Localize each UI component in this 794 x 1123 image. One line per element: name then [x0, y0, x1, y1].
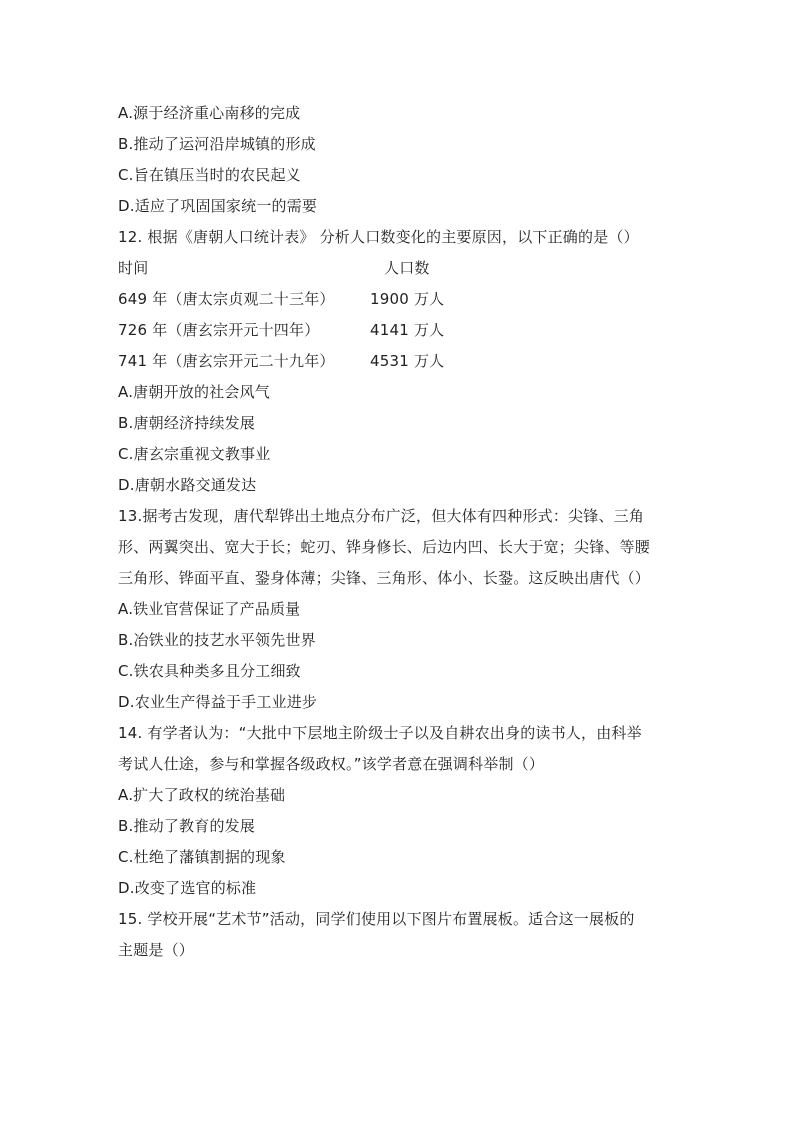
q13-stem-line: 13.据考古发现，唐代犁铧出土地点分布广泛，但大体有四种形式：尖锋、三角	[118, 507, 645, 525]
table-row	[118, 284, 678, 315]
q13-stem-line: 形、两翼突出、宽大于长；蛇刃、铧身修长、后边内凹、长大于宽；尖锋、等腰	[118, 538, 651, 556]
row-time: 741 年（唐玄宗开元二十九年）	[118, 352, 335, 370]
q13-option-d: D.农业生产得益于手工业进步	[118, 693, 318, 711]
row-time: 649 年（唐太宗贞观二十三年）	[118, 290, 335, 308]
question-13	[118, 501, 678, 718]
q12-option-c: C.唐玄宗重视文教事业	[118, 445, 271, 463]
header-time: 时间	[118, 259, 149, 277]
row-population: 4141 万人	[370, 321, 445, 339]
question-14	[118, 718, 678, 904]
q11-option-b: B.推动了运河沿岸城镇的形成	[118, 135, 316, 153]
question-12	[118, 222, 678, 501]
q12-option-b: B.唐朝经济持续发展	[118, 414, 256, 432]
q15-stem-line: 15. 学校开展“艺术节”活动，同学们使用以下图片布置展板。适合这一展板的	[118, 910, 635, 928]
q14-stem-line: 14. 有学者认为：“大批中下层地主阶级士子以及自耕农出身的读书人，由科举	[118, 724, 642, 742]
population-table-header	[118, 253, 678, 284]
q13-option-a: A.铁业官营保证了产品质量	[118, 600, 301, 618]
q11-option-c: C.旨在镇压当时的农民起义	[118, 166, 301, 184]
header-population: 人口数	[384, 259, 430, 277]
question-11-options	[118, 98, 678, 222]
table-row	[118, 346, 678, 377]
q14-option-b: B.推动了教育的发展	[118, 817, 256, 835]
exam-page	[118, 98, 678, 966]
q12-stem: 12. 根据《唐朝人口统计表》 分析人口数变化的主要原因，以下正确的是（）	[118, 228, 639, 246]
row-population: 4531 万人	[370, 352, 445, 370]
q13-option-b: B.冶铁业的技艺水平领先世界	[118, 631, 316, 649]
q11-option-d: D.适应了巩固国家统一的需要	[118, 197, 318, 215]
q11-option-a: A.源于经济重心南移的完成	[118, 104, 301, 122]
q13-option-c: C.铁农具种类多且分工细致	[118, 662, 301, 680]
q15-stem-line: 主题是（）	[118, 941, 195, 959]
q12-option-a: A.唐朝开放的社会风气	[118, 383, 270, 401]
q14-stem-line: 考试人仕途，参与和掌握各级政权。”该学者意在强调科举制（）	[118, 755, 545, 773]
q12-option-d: D.唐朝水路交通发达	[118, 476, 257, 494]
q13-stem-line: 三角形、铧面平直、銎身体薄；尖锋、三角形、体小、长銎。这反映出唐代（）	[118, 569, 651, 587]
table-row	[118, 315, 678, 346]
q14-option-d: D.改变了选官的标准	[118, 879, 257, 897]
row-time: 726 年（唐玄宗开元十四年）	[118, 321, 320, 339]
q14-option-a: A.扩大了政权的统治基础	[118, 786, 286, 804]
question-15	[118, 904, 678, 966]
q14-option-c: C.杜绝了藩镇割据的现象	[118, 848, 286, 866]
row-population: 1900 万人	[370, 290, 445, 308]
